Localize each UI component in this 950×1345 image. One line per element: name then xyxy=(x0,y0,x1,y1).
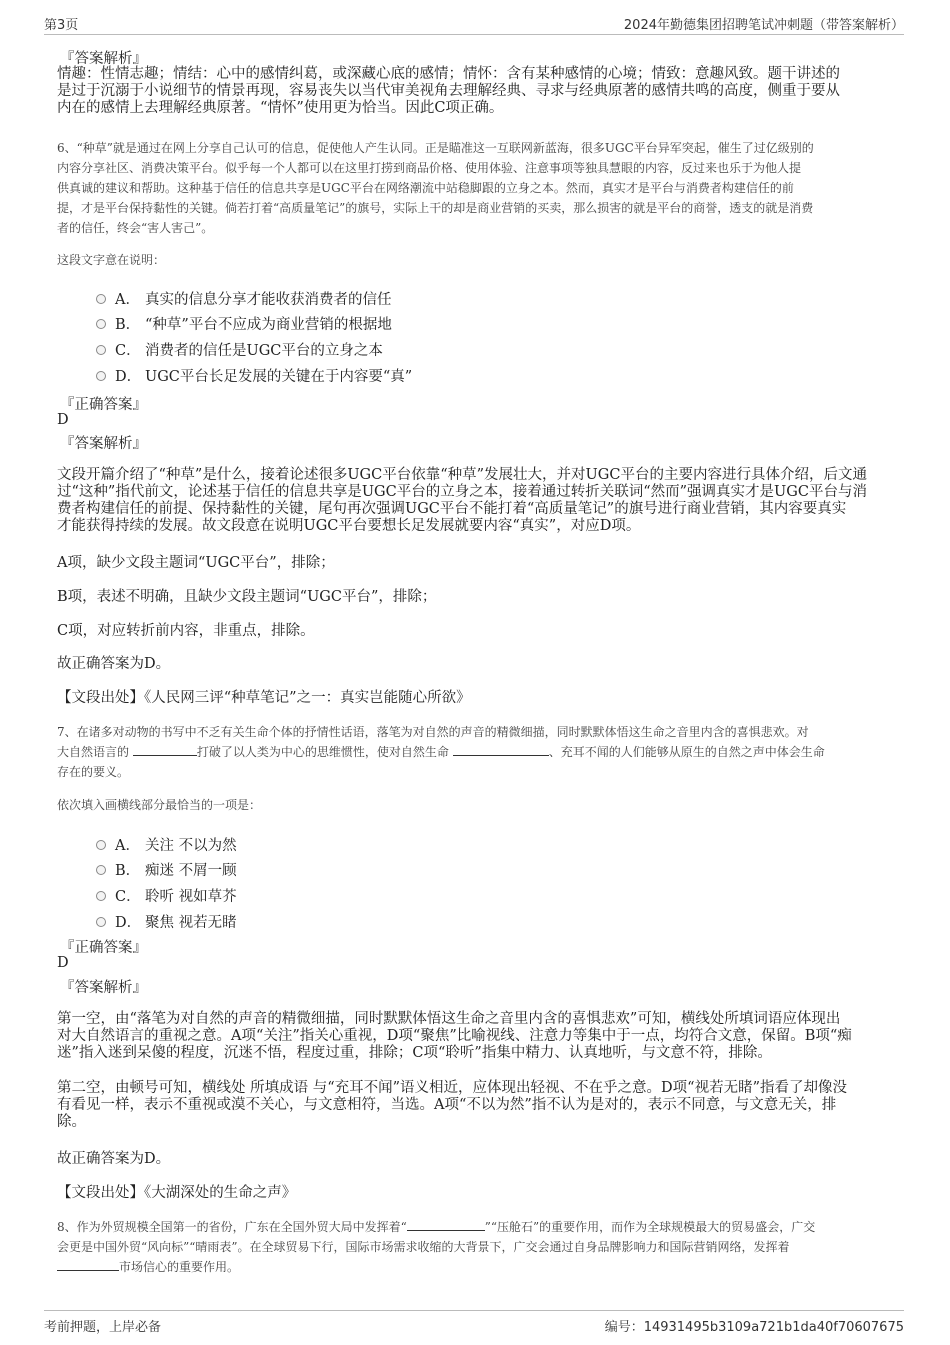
radio-icon[interactable] xyxy=(96,319,106,329)
q6-stem-line: 供真诚的建议和帮助。这种基于信任的信息共享是UGC平台在网络潮流中站稳脚跟的立身之本。然而，真实才是平台与消费者构建信任的前 xyxy=(57,181,794,195)
q7-prompt: 依次填入画横线部分最恰当的一项是： xyxy=(57,798,262,812)
radio-icon[interactable] xyxy=(96,371,106,381)
q6-option-c[interactable]: C． 消费者的信任是UGC平台的立身之本 xyxy=(96,339,383,357)
q7-analysis-line: 第二空，由顿号可知，横线处 所填成语 与“充耳不闻”语义相近，应体现出轻视、不在乎之意。D项“视若无睹”指看了却像没 xyxy=(57,1080,847,1096)
q5-analysis xyxy=(57,66,840,117)
q7-stem-line: 存在的要义。 xyxy=(57,765,130,779)
q5-analysis-line: 情趣：性情志趣；情结：心中的感情纠葛，或深藏心底的感情；情怀：含有某种感情的心境；情致：意趣风致。题干讲述的 xyxy=(57,66,840,82)
radio-icon[interactable] xyxy=(96,917,106,927)
q7-analysis-line: 有看见一样，表示不重视或漠不关心，与文意相符，当选。A项“不以为然”指不认为是对的，表示不同意，与文意无关，排 xyxy=(57,1097,837,1113)
q6-conclusion: 故正确答案为D。 xyxy=(57,656,171,672)
document-code: 编号：14931495b3109a721b1da40f70607675 xyxy=(604,1320,904,1335)
q6-option-b[interactable]: B． “种草”平台不应成为商业营销的根据地 xyxy=(96,313,392,331)
radio-icon[interactable] xyxy=(96,294,106,304)
q7-stem-line: 大自然语言的 打破了以人类为中心的思维惯性，使对自然生命 、充耳不闻的人们能够从原生的自然之声中体会生命 xyxy=(57,745,825,759)
q7-stem xyxy=(57,722,825,782)
q7-option-a[interactable]: A． 关注 不以为然 xyxy=(96,834,237,852)
q7-conclusion: 故正确答案为D。 xyxy=(57,1151,171,1167)
q6-analysis-label: 『答案解析』 xyxy=(60,436,147,452)
q7-analysis-para1 xyxy=(57,1011,852,1062)
q7-analysis-para2 xyxy=(57,1080,847,1131)
q6-correct-label: 『正确答案』 xyxy=(60,397,147,413)
q6-note: C项，对应转折前内容，非重点，排除。 xyxy=(57,623,315,639)
radio-icon[interactable] xyxy=(96,345,106,355)
radio-icon[interactable] xyxy=(96,891,106,901)
q7-analysis-line: 除。 xyxy=(57,1114,86,1130)
q6-option-d[interactable]: D． UGC平台长足发展的关键在于内容要“真” xyxy=(96,365,412,383)
footer-slogan: 考前押题，上岸必备 xyxy=(44,1320,162,1335)
q8-stem xyxy=(57,1217,815,1277)
page-header xyxy=(44,14,904,35)
q7-correct-label: 『正确答案』 xyxy=(60,940,147,956)
q6-source: 【文段出处】《人民网三评“种草笔记”之一：真实岂能随心所欲》 xyxy=(57,690,471,706)
q6-analysis-line: 才能获得持续的发展。故文段意在说明UGC平台要想长足发展就要内容“真实”，对应D项。 xyxy=(57,518,641,534)
q7-analysis-line: 第一空，由“落笔为对自然的声音的精微细描，同时默默体悟这生命之音里内含的喜惧悲欢”可知，横线处所填词语应体现出 xyxy=(57,1011,841,1027)
blank-2 xyxy=(57,1258,119,1271)
document-title: 2024年勤德集团招聘笔试冲刺题（带答案解析） xyxy=(623,18,904,33)
q6-stem-line: 提，才是平台保持黏性的关键。倘若打着“高质量笔记”的旗号，实际上干的却是商业营销的买卖，那么损害的就是平台的商誉，透支的就是消费 xyxy=(57,201,814,215)
q5-analysis-line: 是过于沉溺于小说细节的情景再现，容易丧失以当代审美视角去理解经典、寻求与经典原著的感情共鸣的高度，侧重于要从 xyxy=(57,83,840,99)
blank-2 xyxy=(453,743,549,756)
blank-1 xyxy=(407,1218,485,1231)
q7-stem-line: 7、在诸多对动物的书写中不乏有关生命个体的抒情性话语，落笔为对自然的声音的精微细描，同时默默体悟这生命之音里内含的喜惧悲欢。对 xyxy=(57,725,809,739)
radio-icon[interactable] xyxy=(96,865,106,875)
q6-prompt: 这段文字意在说明： xyxy=(57,253,166,267)
q7-option-d[interactable]: D． 聚焦 视若无睹 xyxy=(96,911,237,929)
q6-stem-line: 内容分享社区、消费决策平台。似乎每一个人都可以在这里打捞到商品价格、使用体验、注意事项等独具慧眼的内容，反过来也乐于为他人提 xyxy=(57,161,802,175)
radio-icon[interactable] xyxy=(96,840,106,850)
q6-analysis-line: 费者构建信任的前提、保持黏性的关键，尾句再次强调UGC平台不能打着“高质量笔记”的旗号进行商业营销，其内容要真实 xyxy=(57,501,847,517)
q7-correct-answer: D xyxy=(57,955,69,971)
q7-analysis-label: 『答案解析』 xyxy=(60,980,147,996)
q7-source: 【文段出处】《大湖深处的生命之声》 xyxy=(57,1185,297,1201)
q7-analysis-line: 迷”指入迷到呆傻的程度，沉迷不悟，程度过重，排除；C项“聆听”指集中精力、认真地听，与文意不符，排除。 xyxy=(57,1045,772,1061)
q6-stem-line: 者的信任，终会“害人害己”。 xyxy=(57,221,214,235)
q6-note: A项，缺少文段主题词“UGC平台”，排除； xyxy=(57,555,335,571)
page-number: 第3页 xyxy=(44,18,79,33)
q5-analysis-line: 内在的感情上去理解经典原著。“情怀”使用更为恰当。因此C项正确。 xyxy=(57,100,504,116)
blank-1 xyxy=(133,743,197,756)
q6-stem-line: 6、“种草”就是通过在网上分享自己认可的信息，促使他人产生认同。正是瞄准这一互联网新蓝海，很多UGC平台异军突起，催生了过亿级别的 xyxy=(57,141,814,155)
q6-analysis-line: 过“这种”指代前文，论述基于信任的信息共享是UGC平台的立身之本，接着通过转折关联词“然而”强调真实才是UGC平台与消 xyxy=(57,484,867,500)
q8-stem-line: 会更是中国外贸“风向标”“晴雨表”。在全球贸易下行，国际市场需求收缩的大背景下，广交会通过自身品牌影响力和国际营销网络，发挥着 xyxy=(57,1240,790,1254)
q7-option-b[interactable]: B． 痴迷 不屑一顾 xyxy=(96,859,237,877)
q6-analysis xyxy=(57,467,867,535)
q8-stem-line: 8、作为外贸规模全国第一的省份，广东在全国外贸大局中发挥着“ ”“压舱石”的重要作用，而作为全球规模最大的贸易盛会，广交 xyxy=(57,1220,816,1234)
q7-analysis-line: 对大自然语言的重视之意。A项“关注”指关心重视，D项“聚焦”比喻视线、注意力等集中于一点，均符合文意，保留。B项“痴 xyxy=(57,1028,852,1044)
q5-analysis-label: 『答案解析』 xyxy=(60,51,147,67)
q6-stem xyxy=(57,138,814,238)
q6-analysis-line: 文段开篇介绍了“种草”是什么，接着论述很多UGC平台依靠“种草”发展壮大，并对UGC平台的主要内容进行具体介绍，后文通 xyxy=(57,467,867,483)
q6-correct-answer: D xyxy=(57,412,69,428)
q7-option-c[interactable]: C． 聆听 视如草芥 xyxy=(96,885,237,903)
q6-note: B项，表述不明确，且缺少文段主题词“UGC平台”，排除； xyxy=(57,589,437,605)
q8-stem-line: 市场信心的重要作用。 xyxy=(57,1257,815,1277)
q6-option-a[interactable]: A． 真实的信息分享才能收获消费者的信任 xyxy=(96,288,392,306)
page-footer xyxy=(44,1310,904,1335)
